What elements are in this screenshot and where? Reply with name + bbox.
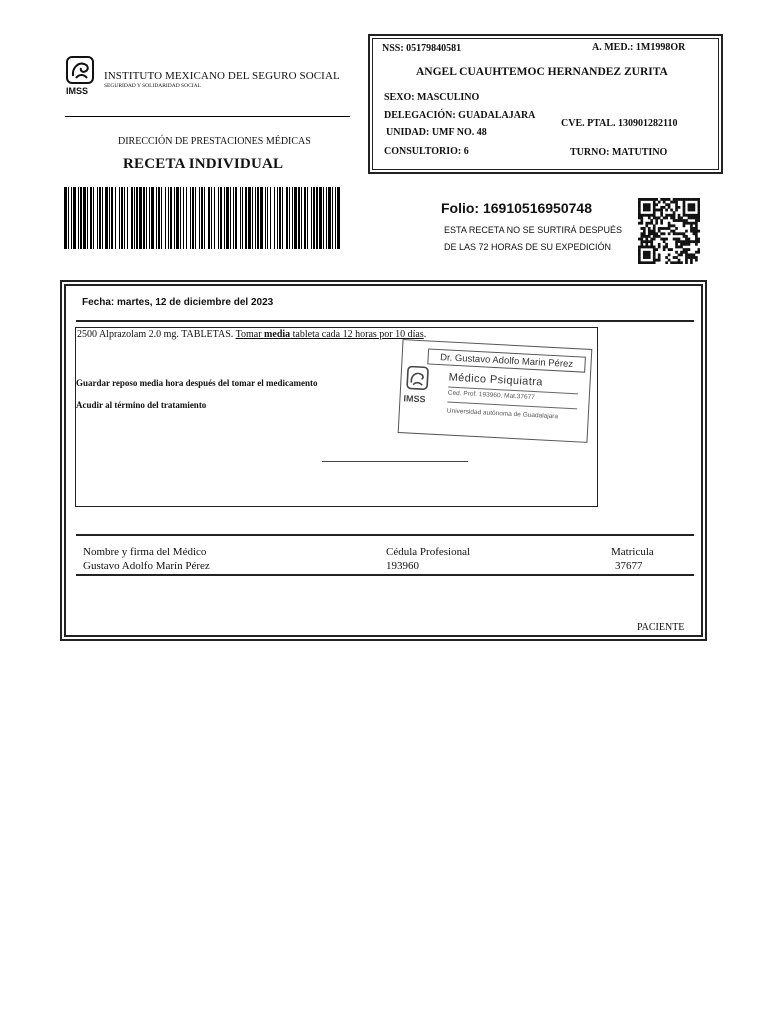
document-title: RECETA INDIVIDUAL xyxy=(123,156,284,172)
cedula-label: Cédula Profesional xyxy=(386,546,471,558)
stamp-doctor-name: Dr. Gustavo Adolfo Marin Pérez xyxy=(427,348,586,372)
doctor-name-value: Gustavo Adolfo Marín Pérez xyxy=(83,560,210,572)
stamp-specialty: Médico Psiquiatra xyxy=(448,371,544,389)
imss-logo-icon xyxy=(66,56,98,96)
patient-office: CONSULTORIO: 6 xyxy=(384,146,469,157)
header-divider xyxy=(65,116,350,117)
qr-code-icon xyxy=(638,198,700,264)
patient-name: ANGEL CUAUHTEMOC HERNANDEZ ZURITA xyxy=(416,66,668,78)
stamp-cedula: Ced. Prof. 193960, Mat.37677 xyxy=(447,389,535,402)
medication-dose-end: . xyxy=(423,329,427,340)
folio-number: Folio: 16910516950748 xyxy=(441,200,592,216)
stamp-university: Universidad autónoma de Guadalajara xyxy=(446,407,559,421)
patient-unit: UNIDAD: UMF NO. 48 xyxy=(386,127,487,138)
medication-dose-bold: media xyxy=(264,329,291,340)
medication-line xyxy=(77,329,426,340)
medication-dose-post: tableta cada 12 horas por 10 días xyxy=(290,329,424,340)
patient-shift: TURNO: MATUTINO xyxy=(570,147,668,158)
stamp-logo-wordmark: IMSS xyxy=(403,393,426,405)
doctor-row-bottom-rule xyxy=(76,574,694,576)
doctor-name-label: Nombre y firma del Médico xyxy=(83,546,207,558)
medication-drug: 2500 Alprazolam 2.0 mg. TABLETAS. xyxy=(77,329,236,340)
department-name: DIRECCIÓN DE PRESTACIONES MÉDICAS xyxy=(118,136,311,147)
patient-cve-ptal: CVE. PTAL. 130901282110 xyxy=(561,118,678,129)
prescription-date: Fecha: martes, 12 de diciembre del 2023 xyxy=(82,297,274,308)
copy-label: PACIENTE xyxy=(637,622,685,633)
logo-wordmark: IMSS xyxy=(66,86,89,96)
instruction-followup: Acudir al término del tratamiento xyxy=(76,400,207,410)
doctor-stamp xyxy=(398,339,593,443)
stamp-imss-logo-icon xyxy=(403,365,433,408)
medication-dose-pre: Tomar xyxy=(235,329,265,340)
expiry-warning-line2: DE LAS 72 HORAS DE SU EXPEDICIÓN xyxy=(444,242,612,252)
patient-delegation: DELEGACIÓN: GUADALAJARA xyxy=(384,110,536,121)
patient-sex: SEXO: MASCULINO xyxy=(384,92,480,103)
institution-name: INSTITUTO MEXICANO DEL SEGURO SOCIAL xyxy=(104,70,340,82)
matricula-label: Matricula xyxy=(611,546,654,558)
institution-motto: SEGURIDAD Y SOLIDARIDAD SOCIAL xyxy=(104,83,201,89)
instruction-rest: Guardar reposo media hora después del tomar el medicamento xyxy=(76,378,318,388)
signature-line xyxy=(322,461,468,462)
cedula-value: 193960 xyxy=(386,560,419,572)
matricula-value: 37677 xyxy=(615,560,643,572)
patient-nss: NSS: 05179840581 xyxy=(382,43,462,54)
barcode-icon xyxy=(64,187,342,249)
date-divider xyxy=(76,320,694,322)
patient-a-med: A. MED.: 1M1998OR xyxy=(592,42,686,53)
doctor-row-top-rule xyxy=(76,534,694,536)
expiry-warning-line1: ESTA RECETA NO SE SURTIRÁ DESPUÉS xyxy=(444,225,623,235)
